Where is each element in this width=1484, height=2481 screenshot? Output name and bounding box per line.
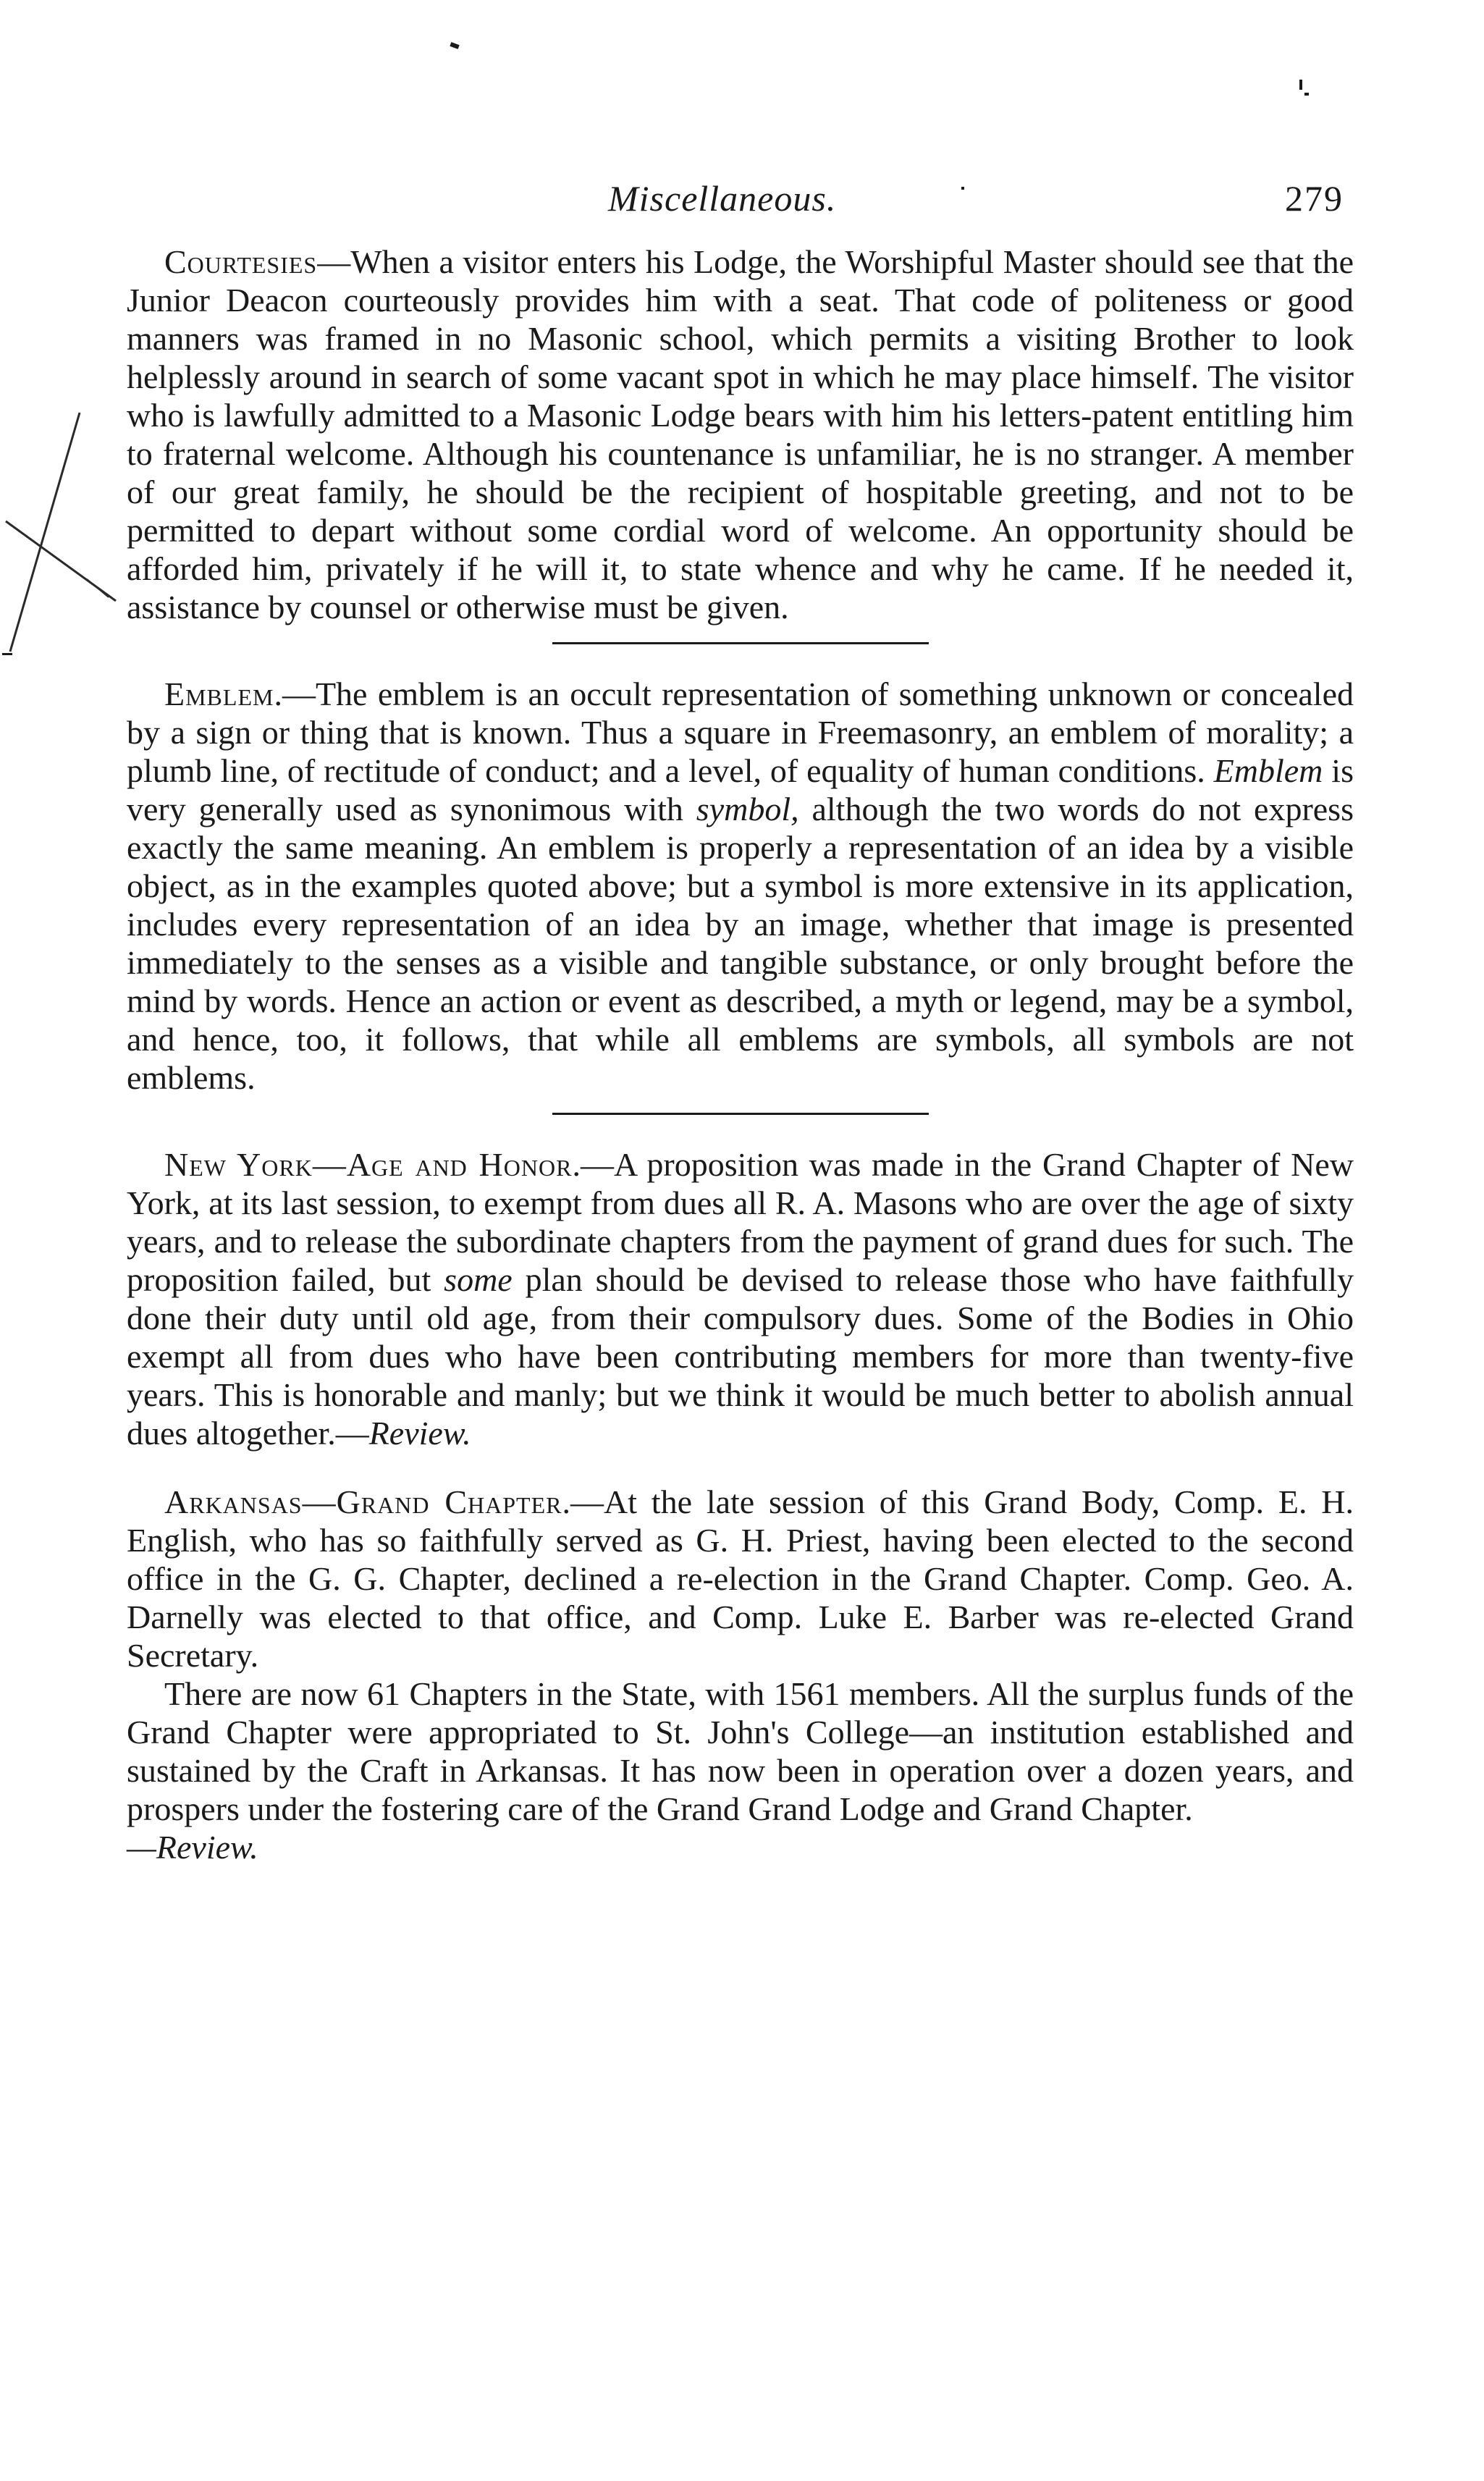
ink-speck <box>1304 93 1309 96</box>
paragraph-text: plan should be devised to release those who have faithfully done their duty until old age, from their compulsory dues. Some of the Bodies in Ohio exempt all from dues who have been contributing members for more than twenty-five years. This is honorable and manly; but we think it would be much better to abolish annual dues altogether.— <box>127 1261 1354 1452</box>
article-body <box>127 243 1354 1866</box>
page-header <box>0 177 1484 228</box>
section-heading: New York—Age and Honor <box>164 1146 573 1183</box>
paragraph <box>127 1828 1354 1866</box>
italic-term: symbol, <box>696 791 799 827</box>
italic-term: some <box>444 1261 513 1298</box>
section-heading: Arkansas—Grand Chapter <box>164 1483 562 1520</box>
paragraph <box>127 675 1354 1097</box>
margin-pencil-mark <box>0 405 123 673</box>
section-courtesies <box>127 243 1354 626</box>
paragraph-text: .—At the late session of this Grand Body, Comp. E. H. English, who has so faithfully served as G. H. Priest, having been elected to the second office in the G. G. Chapter, declined a re-election in the Grand Chapter. Comp. Geo. A. Darnelly was elected to that office, and Comp. Luke E. Barber was re-elected Grand Secretary. <box>127 1483 1354 1674</box>
paragraph <box>127 243 1354 626</box>
section-emblem <box>127 675 1354 1097</box>
source-citation: —Review. <box>127 1829 258 1866</box>
paragraph-text: although the two words do not express exactly the same meaning. An emblem is properly a representation of an idea by a visible object, as in the examples quoted above; but a symbol is more extensive in its application, includes every representation of an idea by an image, whether that image is presented immediately to the senses as a visible and tangible substance, or only brought before the mind by words. Hence an action or event as described, a myth or legend, may be a symbol, and hence, too, it follows, that while all emblems are symbols, all symbols are not emblems. <box>127 791 1354 1096</box>
paragraph-text: is very generally used as synonimous with <box>127 752 1354 827</box>
paragraph <box>127 1145 1354 1452</box>
running-title: Miscellaneous. <box>608 178 837 219</box>
page-number: 279 <box>1285 178 1344 219</box>
section-new-york <box>127 1145 1354 1452</box>
italic-term: Emblem <box>1213 752 1323 789</box>
paragraph-text: .—A proposition was made in the Grand Chapter of New York, at its last session, to exempt from dues all R. A. Masons who are over the age of sixty years, and to release the subordinate chapters from the payment of grand dues for such. The proposition failed, but <box>127 1146 1354 1298</box>
paragraph-text: —When a visitor enters his Lodge, the Worshipful Master should see that the Junior Deacon courteously provides him with a seat. That code of politeness or good manners was framed in no Masonic school, which permits a visiting Brother to look helplessly around in search of some vacant spot in which he may place himself. The visitor who is lawfully admitted to a Masonic Lodge bears with him his letters-patent entitling him to fraternal welcome. Although his countenance is unfamiliar, he is no stranger. A member of our great family, he should be the recipient of hospitable greeting, and not to be permitted to depart without some cordial word of welcome. An opportunity should be afforded him, privately if he will it, to state whence and why he came. If he needed it, assistance by counsel or otherwise must be given. <box>127 243 1354 625</box>
section-divider <box>552 1113 929 1115</box>
paragraph-text: There are now 61 Chapters in the State, with 1561 members. All the surplus funds of the Grand Chapter were appropriated to St. John's College—an institution established and sustained by the Craft in Arkansas. It has now been in operation over a dozen years, and prospers under the fostering care of the Grand Grand Lodge and Grand Chapter. <box>127 1675 1354 1827</box>
section-arkansas <box>127 1483 1354 1866</box>
section-heading: Courtesies <box>164 243 318 280</box>
paragraph <box>127 1675 1354 1828</box>
paragraph <box>127 1483 1354 1675</box>
section-spacer <box>127 1452 1354 1483</box>
paragraph-text: .—The emblem is an occult representation of something unknown or concealed by a sign or thing that is known. Thus a square in Freemasonry, an emblem of morality; a plumb line, of rectitude of conduct; and a level, of equality of human conditions. <box>127 675 1354 789</box>
source-citation: Review. <box>368 1415 471 1452</box>
section-divider <box>552 642 929 644</box>
ink-speck <box>1299 80 1302 90</box>
section-heading: Emblem <box>164 675 274 712</box>
ink-speck <box>450 42 459 49</box>
